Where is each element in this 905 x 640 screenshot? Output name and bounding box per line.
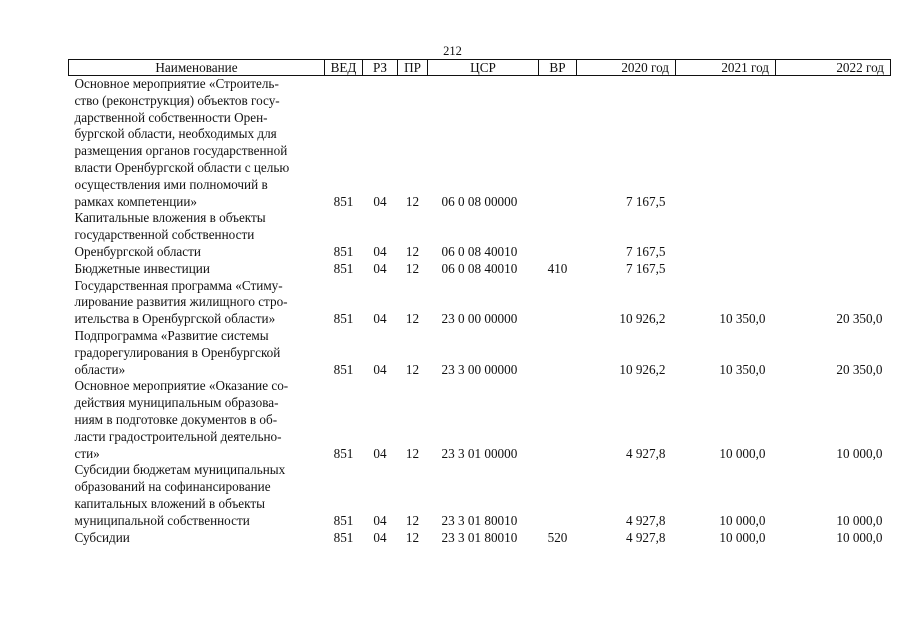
budget-table (68, 59, 891, 546)
cell-vr (539, 278, 577, 328)
name-line: Подпрограмма «Развитие системы (74, 327, 269, 343)
name-line: действия муниципальным образова- (74, 395, 279, 411)
cell-2021 (676, 76, 776, 211)
cell-ved: 851 (333, 512, 354, 528)
cell-2020: 4 927,8 (625, 529, 666, 545)
cell-vr: 520 (547, 529, 568, 545)
cell-pr: 12 (405, 193, 420, 209)
cell-ved: 851 (333, 361, 354, 377)
cell-2020: 7 167,5 (625, 243, 666, 259)
table-row (69, 378, 891, 462)
cell-pr: 12 (405, 243, 420, 259)
name-line: ласти градостроительной деятельно- (74, 428, 282, 444)
cell-pr: 12 (405, 512, 420, 528)
cell-name (69, 530, 325, 547)
name-line: области» (74, 361, 126, 377)
cell-2022 (776, 261, 891, 278)
cell-csr: 06 0 08 00000 (441, 193, 518, 209)
cell-pr: 12 (405, 311, 420, 327)
cell-pr: 12 (405, 529, 420, 545)
cell-csr: 23 0 00 00000 (441, 311, 518, 327)
name-line: ство (реконструкция) объектов госу- (74, 92, 280, 108)
cell-2020: 10 926,2 (619, 361, 666, 377)
cell-vr (539, 378, 577, 462)
name-line: осуществления ими полномочий в (74, 176, 268, 192)
name-line: сти» (74, 445, 100, 461)
cell-ved: 851 (333, 193, 354, 209)
header-name: Наименование (69, 60, 325, 76)
cell-2022 (776, 210, 891, 260)
table-body (69, 76, 891, 547)
cell-csr: 23 3 00 00000 (441, 361, 518, 377)
cell-ved: 851 (333, 243, 354, 259)
cell-name (69, 278, 325, 328)
cell-vr (539, 328, 577, 378)
cell-name (69, 462, 325, 529)
header-csr: ЦСР (428, 60, 539, 76)
name-line: Государственная программа «Стиму- (74, 277, 283, 293)
name-line: ниям в подготовке документов в об- (74, 411, 278, 427)
table-row (69, 210, 891, 260)
name-line: образований на софинансирование (74, 479, 271, 495)
table-row (69, 76, 891, 211)
name-line: государственной собственности (74, 227, 255, 243)
table-row (69, 530, 891, 547)
name-line: рамках компетенции» (74, 193, 198, 209)
cell-2021: 10 000,0 (719, 529, 766, 545)
header-2020: 2020 год (577, 60, 676, 76)
header-2022: 2022 год (776, 60, 891, 76)
name-line: Основное мероприятие «Строитель- (74, 76, 279, 91)
name-line: Бюджетные инвестиции (74, 260, 210, 276)
cell-vr (539, 76, 577, 211)
name-line: власти Оренбургской области с целью (74, 159, 290, 175)
cell-name (69, 328, 325, 378)
name-line: градорегулирования в Оренбургской (74, 344, 281, 360)
cell-2021: 10 350,0 (719, 361, 766, 377)
name-line: Субсидии (74, 529, 130, 545)
cell-vr (539, 210, 577, 260)
cell-ved: 851 (333, 260, 354, 276)
cell-csr: 23 3 01 00000 (441, 445, 518, 461)
cell-2021: 10 350,0 (719, 311, 766, 327)
cell-pr: 12 (405, 445, 420, 461)
cell-rz: 04 (373, 243, 387, 259)
name-line: ительства в Оренбургской области» (74, 311, 276, 327)
table-row (69, 278, 891, 328)
cell-rz: 04 (373, 361, 387, 377)
name-line: капитальных вложений в объекты (74, 495, 265, 511)
header-vr: ВР (539, 60, 577, 76)
table-row (69, 328, 891, 378)
cell-2021 (676, 210, 776, 260)
cell-2021: 10 000,0 (719, 512, 766, 528)
cell-2020: 7 167,5 (625, 260, 666, 276)
header-2021: 2021 год (676, 60, 776, 76)
name-line: Оренбургской области (74, 243, 201, 259)
name-line: Капитальные вложения в объекты (74, 210, 266, 226)
cell-csr: 06 0 08 40010 (441, 243, 518, 259)
page-number: 212 (443, 44, 462, 58)
cell-csr: 23 3 01 80010 (441, 529, 518, 545)
cell-2022: 10 000,0 (836, 445, 883, 461)
cell-2022 (776, 76, 891, 211)
cell-ved: 851 (333, 311, 354, 327)
cell-vr: 410 (547, 260, 568, 276)
cell-2022: 20 350,0 (836, 311, 883, 327)
cell-name (69, 210, 325, 260)
name-line: Основное мероприятие «Оказание со- (74, 378, 289, 394)
header-ved: ВЕД (325, 60, 363, 76)
cell-ved: 851 (333, 529, 354, 545)
cell-csr: 23 3 01 80010 (441, 512, 518, 528)
table-row (69, 462, 891, 529)
header-rz: РЗ (363, 60, 398, 76)
cell-2020: 4 927,8 (625, 512, 666, 528)
cell-name (69, 378, 325, 462)
cell-name (69, 76, 325, 211)
header-pr: ПР (398, 60, 428, 76)
cell-2021: 10 000,0 (719, 445, 766, 461)
cell-2020: 7 167,5 (625, 193, 666, 209)
cell-rz: 04 (373, 260, 387, 276)
cell-2022: 10 000,0 (836, 529, 883, 545)
name-line: Субсидии бюджетам муниципальных (74, 462, 286, 478)
name-line: бургской области, необходимых для (74, 126, 277, 142)
cell-rz: 04 (373, 311, 387, 327)
cell-2022: 10 000,0 (836, 512, 883, 528)
cell-2020: 4 927,8 (625, 445, 666, 461)
cell-rz: 04 (373, 529, 387, 545)
cell-2021 (676, 261, 776, 278)
name-line: муниципальной собственности (74, 512, 250, 528)
cell-pr: 12 (405, 260, 420, 276)
name-line: дарственной собственности Орен- (74, 109, 268, 125)
table-row (69, 261, 891, 278)
name-line: размещения органов государственной (74, 143, 288, 159)
cell-csr: 06 0 08 40010 (441, 260, 518, 276)
cell-rz: 04 (373, 193, 387, 209)
cell-vr (539, 462, 577, 529)
cell-2020: 10 926,2 (619, 311, 666, 327)
name-line: лирование развития жилищного стро- (74, 294, 288, 310)
cell-name (69, 261, 325, 278)
cell-rz: 04 (373, 512, 387, 528)
cell-pr: 12 (405, 361, 420, 377)
cell-rz: 04 (373, 445, 387, 461)
cell-2022: 20 350,0 (836, 361, 883, 377)
table-header-row (69, 60, 891, 76)
cell-ved: 851 (333, 445, 354, 461)
